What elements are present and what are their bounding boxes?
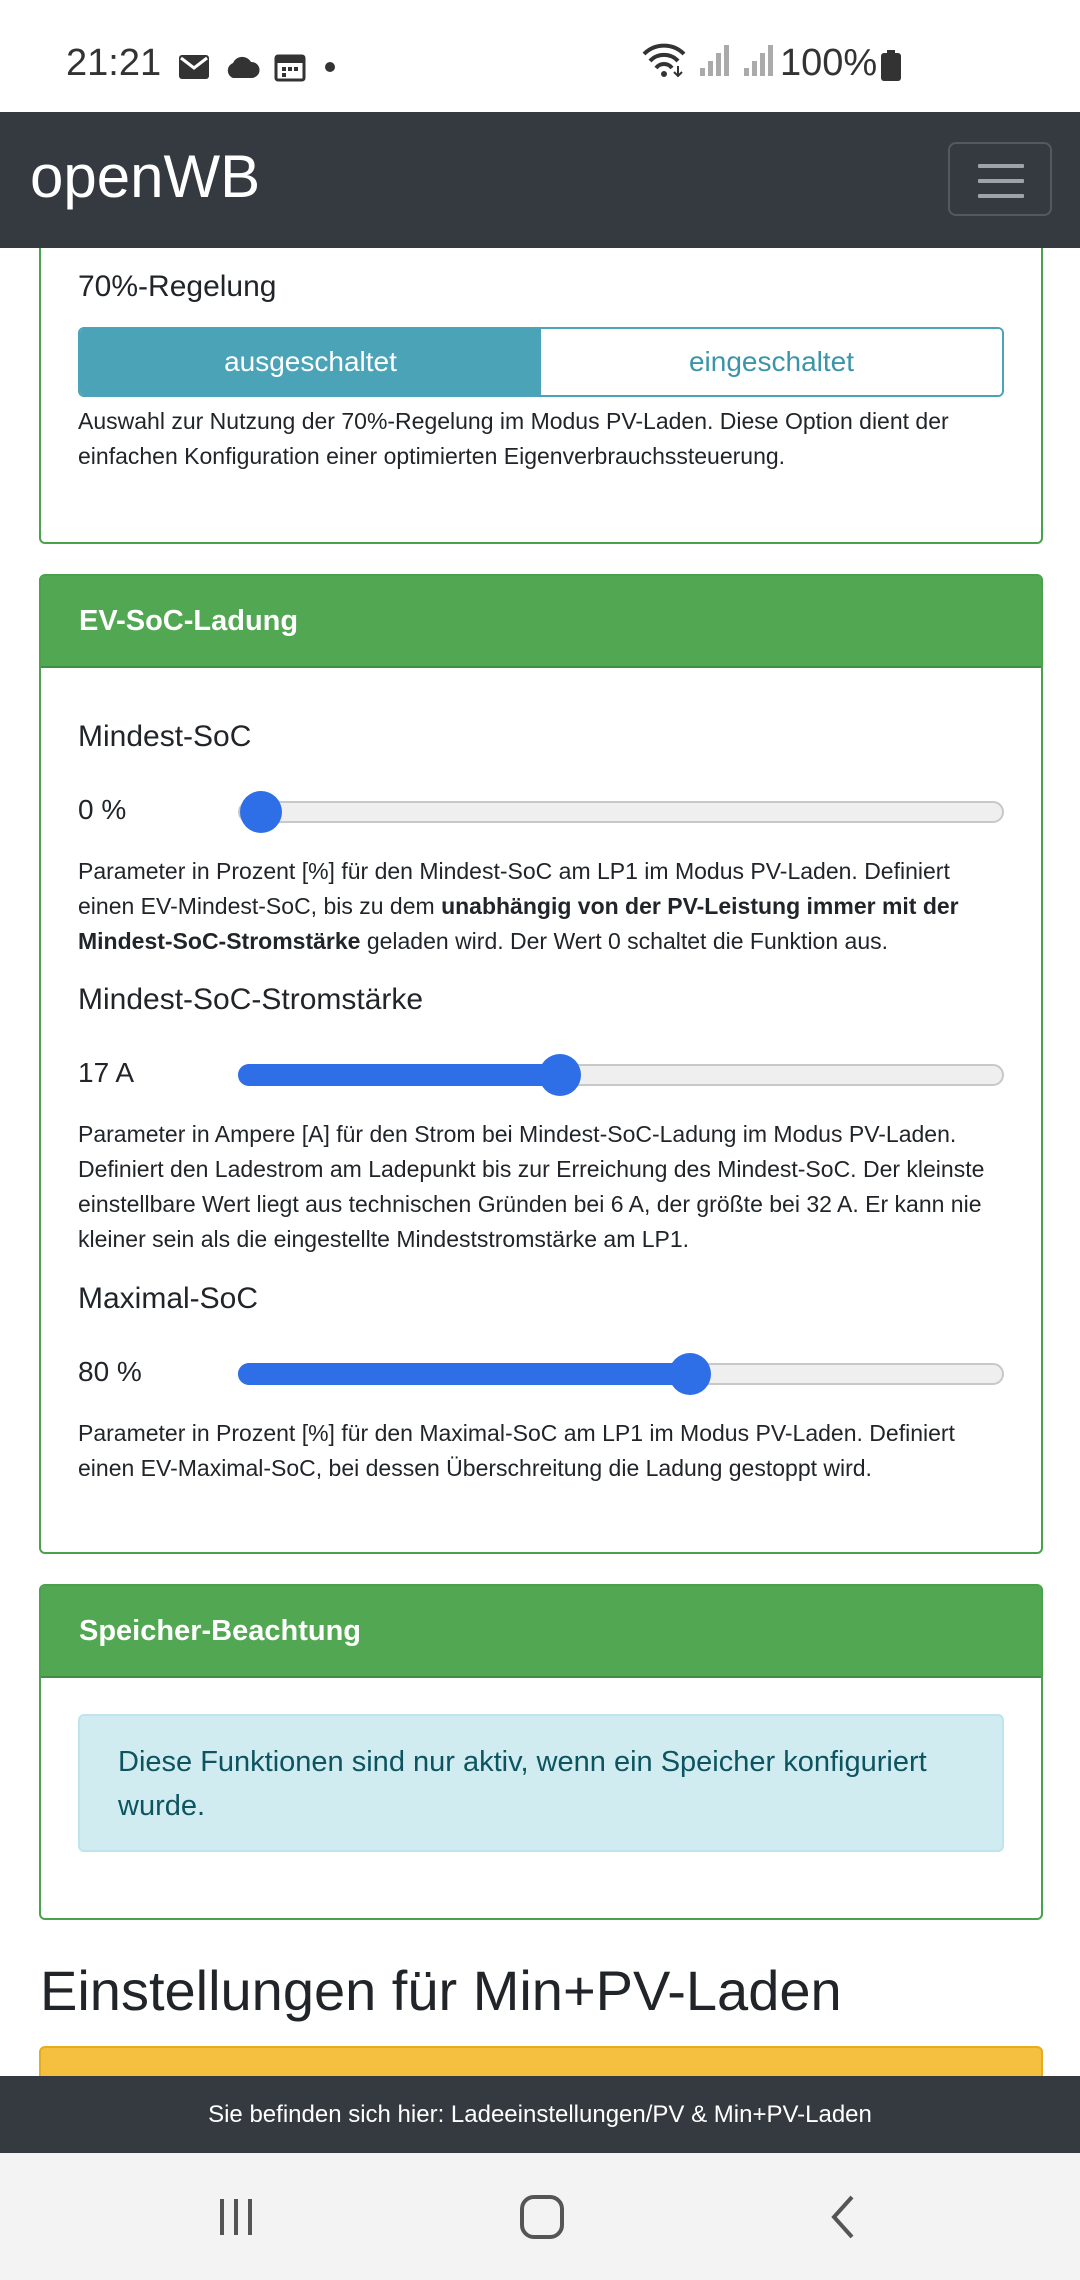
dot-icon — [320, 57, 340, 77]
option-eingeschaltet-button[interactable]: eingeschaltet — [541, 329, 1002, 395]
slider-thumb[interactable] — [539, 1054, 581, 1096]
app-navbar — [0, 112, 1080, 248]
mail-icon — [178, 54, 210, 80]
min-soc-slider[interactable] — [238, 801, 1004, 823]
status-bar — [0, 0, 1080, 112]
min-soc-current-value: 17 A — [78, 1057, 135, 1088]
max-soc-slider[interactable] — [238, 1363, 1004, 1385]
main-content — [0, 248, 1080, 2076]
system-nav-bar — [0, 2153, 1080, 2280]
recent-apps-icon[interactable] — [212, 2189, 260, 2245]
regelung-70-label: 70%-Regelung — [78, 270, 277, 303]
min-soc-description: Parameter in Prozent [%] für den Mindest-SoC am LP1 im Modus PV-Laden. Definiert einen EV-Mindest-SoC, bis zu dem unabhängig von der PV-Leistung immer mit der Mindest-SoC-Stromstärke geladen wird. Der Wert 0 schaltet die Funktion aus. — [78, 858, 959, 954]
status-time: 21:21 — [66, 42, 162, 84]
breadcrumb-footer: Sie befinden sich hier: Ladeeinstellungen/PV & Min+PV-Laden — [0, 2076, 1080, 2153]
min-soc-current-slider[interactable] — [238, 1064, 1004, 1086]
min-soc-current-label: Mindest-SoC-Stromstärke — [78, 983, 424, 1016]
min-pv-card-header — [39, 2046, 1043, 2076]
signal-icon — [742, 42, 776, 78]
connectivity-icons — [640, 42, 776, 78]
wifi-icon — [640, 42, 688, 78]
max-soc-value: 80 % — [78, 1356, 142, 1387]
min-pv-heading: Einstellungen für Min+PV-Laden — [40, 1959, 842, 2022]
calendar-icon — [274, 52, 306, 82]
signal-icon — [698, 42, 732, 78]
brand-logo[interactable]: openWB — [30, 143, 261, 210]
max-soc-description: Parameter in Prozent [%] für den Maximal-SoC am LP1 im Modus PV-Laden. Definiert einen EV-Maximal-SoC, bei dessen Überschreitung die Ladung gestoppt wird. — [78, 1420, 955, 1481]
min-soc-value: 0 % — [78, 794, 127, 825]
back-icon[interactable] — [820, 2189, 868, 2245]
notification-icons — [178, 48, 340, 86]
slider-thumb[interactable] — [240, 791, 282, 833]
card-header-ev-soc: EV-SoC-Ladung — [41, 576, 1041, 668]
min-soc-current-description: Parameter in Ampere [A] für den Strom bei Mindest-SoC-Ladung im Modus PV-Laden. Definiert den Ladestrom am Ladepunkt bis zur Erreichung des Mindest-SoC. Der kleinste einstellbare Wert liegt aus technischen Gründen bei 6 A, der größte bei 32 A. Er kann nie kleiner sein als die eingestellte Mindeststromstärke am LP1. — [78, 1121, 985, 1252]
home-icon[interactable] — [514, 2189, 570, 2245]
cloud-icon — [224, 54, 260, 80]
slider-thumb[interactable] — [669, 1353, 711, 1395]
storage-info-alert: Diese Funktionen sind nur aktiv, wenn ein Speicher konfiguriert wurde. — [78, 1714, 1004, 1852]
card-header-speicher: Speicher-Beachtung — [41, 1586, 1041, 1678]
regelung-70-description: Auswahl zur Nutzung der 70%-Regelung im Modus PV-Laden. Diese Option dient der einfachen Konfiguration einer optimierten Eigenverbrauchssteuerung. — [78, 408, 949, 469]
hamburger-icon — [978, 164, 1024, 168]
battery-icon — [880, 50, 902, 82]
option-ausgeschaltet-button[interactable]: ausgeschaltet — [80, 329, 541, 395]
menu-toggle-button[interactable] — [948, 142, 1052, 216]
battery-percentage: 100% — [780, 42, 878, 84]
regelung-70-toggle — [78, 327, 1004, 397]
max-soc-label: Maximal-SoC — [78, 1282, 259, 1315]
min-soc-label: Mindest-SoC — [78, 720, 252, 753]
